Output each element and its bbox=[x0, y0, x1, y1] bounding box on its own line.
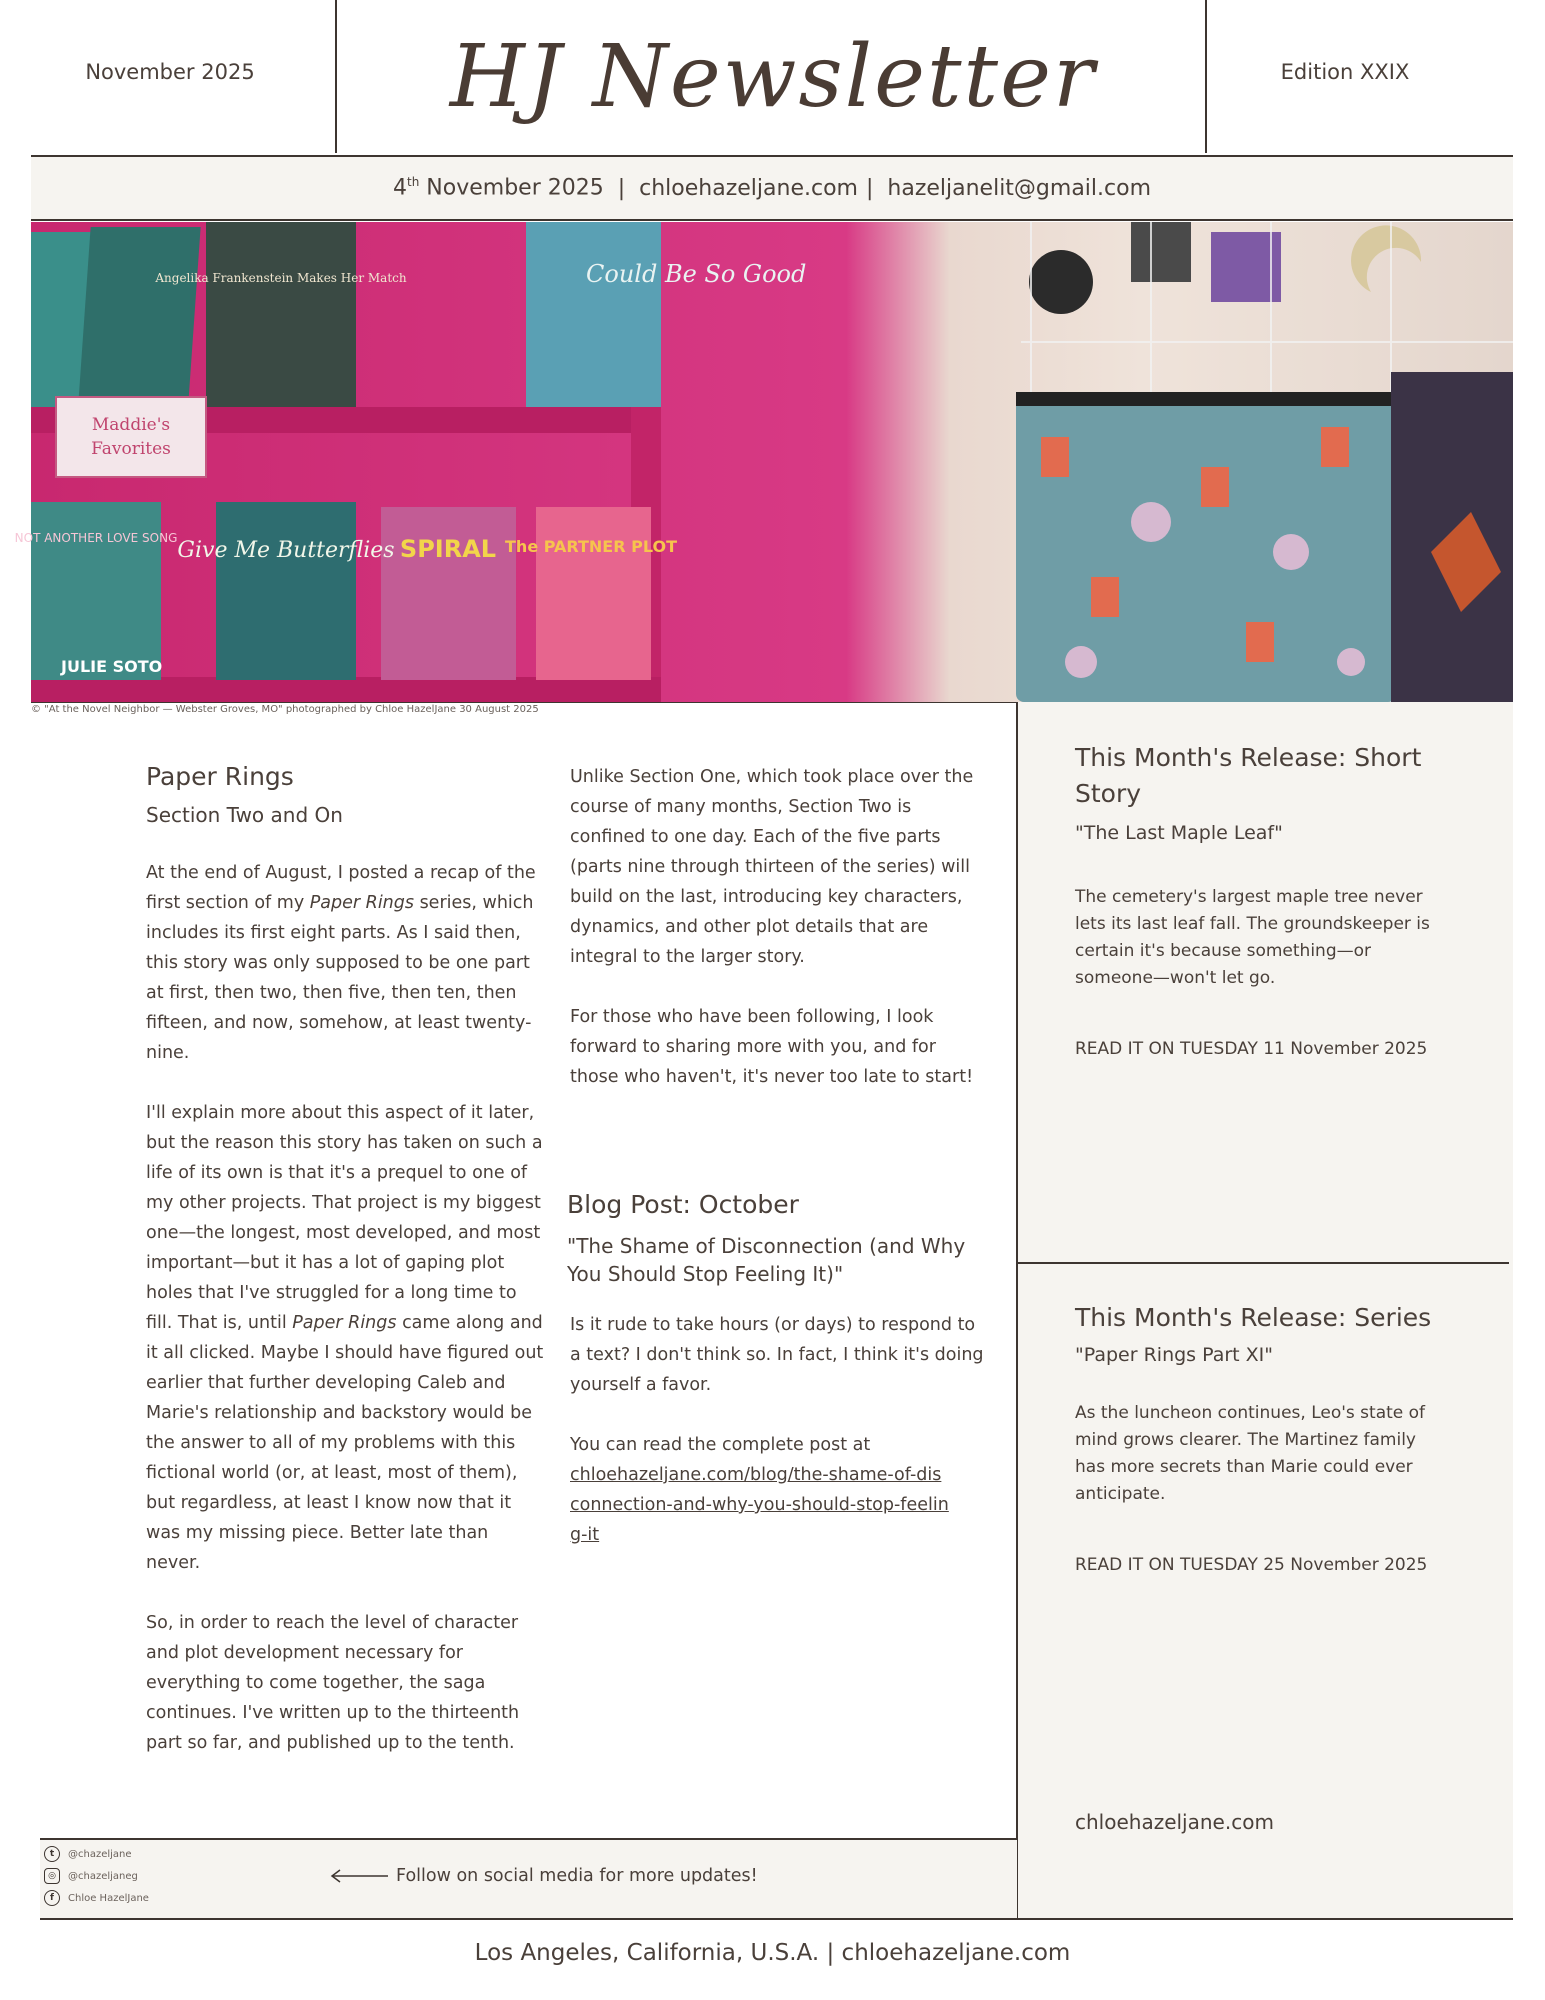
twitter-icon: t bbox=[44, 1846, 60, 1862]
bookstore-photo bbox=[14, 222, 1513, 702]
article-paragraph: So, in order to reach the level of character and plot development necessary for everything to come together, the saga continues. I've written up to the thirteenth part so far, and published up to the tenth. bbox=[146, 1613, 520, 1753]
bookstore-photo-illustration bbox=[14, 222, 1513, 702]
short-story-description: The cemetery's largest maple tree never lets its last leaf fall. The groundskeeper is certain it's because something—or someone—won't let go. bbox=[1075, 887, 1430, 988]
sidebar-vertical-rule bbox=[1016, 702, 1018, 1920]
info-date: 4th November 2025 bbox=[392, 175, 604, 201]
series-name: "Paper Rings Part XI" bbox=[1075, 1344, 1274, 1366]
info-bar bbox=[31, 155, 1513, 221]
shelf-sign-line1: Maddie's bbox=[91, 415, 171, 435]
blog-title: Blog Post: October bbox=[567, 1190, 799, 1219]
book-title-angelika-frankenstein: Angelika Frankenstein Makes Her Match bbox=[155, 271, 407, 285]
sidebar-divider bbox=[1017, 1262, 1509, 1264]
facebook-handle[interactable]: f Chloe HazelJane bbox=[44, 1890, 149, 1906]
newsletter-title: HJ Newsletter bbox=[449, 27, 1097, 127]
instagram-icon: ◎ bbox=[44, 1868, 60, 1884]
masthead-divider-left bbox=[335, 0, 337, 153]
edition-number: Edition XXIX bbox=[1280, 60, 1410, 84]
blog-paragraph: Is it rude to take hours (or days) to respond to a text? I don't think so. In fact, I think it's doing yourself a favor. bbox=[570, 1315, 984, 1395]
article-subtitle: Section Two and On bbox=[146, 803, 343, 827]
blog-paragraph: You can read the complete post at bbox=[570, 1435, 871, 1455]
info-website-link[interactable]: chloehazeljane.com bbox=[639, 175, 858, 201]
footer-location: Los Angeles, California, U.S.A. | chloehazeljane.com bbox=[474, 1940, 1071, 1966]
book-title-give-me-butterflies: Give Me Butterflies bbox=[177, 538, 395, 563]
series-title: This Month's Release: Series bbox=[1075, 1303, 1432, 1332]
info-separator: | bbox=[865, 175, 874, 201]
short-story-release bbox=[1075, 740, 1435, 1063]
release-sidebar bbox=[1017, 702, 1513, 1920]
photo-caption: © "At the Novel Neighbor — Webster Groves, MO" photographed by Chloe HazelJane 30 August 2025 bbox=[31, 704, 539, 715]
info-separator: | bbox=[617, 175, 626, 201]
issue-date: November 2025 bbox=[85, 60, 255, 84]
sidebar-website-link[interactable]: chloehazeljane.com bbox=[1075, 1810, 1274, 1834]
arrow-left-icon bbox=[330, 1869, 390, 1883]
book-title-could-be-so-good: Could Be So Good bbox=[586, 260, 807, 288]
instagram-handle[interactable]: ◎ @chazeljaneg bbox=[44, 1868, 138, 1884]
follow-prompt: Follow on social media for more updates! bbox=[330, 1866, 758, 1886]
article-paragraph: At the end of August, I posted a recap of the first section of my Paper Rings series, which includes its first eight parts. As I said then, this story was only supposed to be one part at first, then two, then five, then ten, then fifteen, and now, somehow, at least twenty-nine. bbox=[146, 863, 536, 1063]
article-paragraph: I'll explain more about this aspect of it later, but the reason this story has taken on such a life of its own is that it's a prequel to one of my other projects. That project is my biggest one—the longest, most developed, and most important—but it has a lot of gaping plot holes that I've struggled for a long time to fill. That is, until Paper Rings came along and it all clicked. Maybe I should have figured out earlier that further developing Caleb and Marie's relationship and backstory would be the answer to all of my problems with this fictional world (or, at least, most of them), but regardless, at least I know now that it was my missing piece. Better late than never. bbox=[146, 1103, 544, 1573]
series-release bbox=[1075, 1300, 1435, 1579]
photo-bottom-rule bbox=[31, 702, 1017, 703]
facebook-icon: f bbox=[44, 1890, 60, 1906]
blog-subtitle: "The Shame of Disconnection (and Why You Should Stop Feeling It)" bbox=[567, 1234, 966, 1286]
book-title-spiral: SPIRAL bbox=[399, 535, 497, 563]
twitter-handle[interactable]: t @chazeljane bbox=[44, 1846, 132, 1862]
article-title: Paper Rings bbox=[146, 762, 294, 791]
book-author-julie-soto: JULIE SOTO bbox=[61, 657, 163, 676]
article-paragraph: Unlike Section One, which took place over the course of many months, Section Two is confined to one day. Each of the five parts (parts nine through thirteen of the series) will build on the last, introducing key characters, dynamics, and other plot details that are integral to the larger story. bbox=[570, 767, 974, 967]
short-story-date: READ IT ON TUESDAY 11 November 2025 bbox=[1075, 1039, 1428, 1059]
paper-rings-article bbox=[146, 760, 546, 1788]
masthead-divider-right bbox=[1205, 0, 1207, 153]
series-description: As the luncheon continues, Leo's state of mind grows clearer. The Martinez family has more secrets than Marie could ever anticipate. bbox=[1075, 1403, 1426, 1504]
short-story-name: "The Last Maple Leaf" bbox=[1075, 822, 1283, 844]
paper-rings-continued bbox=[570, 762, 978, 1122]
blog-post-section bbox=[567, 1188, 987, 1550]
footer-top-rule bbox=[40, 1918, 1513, 1920]
series-date: READ IT ON TUESDAY 25 November 2025 bbox=[1075, 1555, 1428, 1575]
article-paragraph: For those who have been following, I look forward to sharing more with you, and for those who haven't, it's never too late to start! bbox=[570, 1007, 974, 1087]
shelf-sign-line2: Favorites bbox=[91, 439, 171, 459]
book-title-partner-plot: The PARTNER PLOT bbox=[505, 537, 677, 556]
book-title-not-another-love-song: NOT ANOTHER LOVE SONG bbox=[14, 531, 178, 545]
short-story-title: This Month's Release: Short Story bbox=[1075, 743, 1422, 808]
info-email-link[interactable]: hazeljanelit@gmail.com bbox=[887, 175, 1152, 201]
blog-post-link[interactable]: chloehazeljane.com/blog/the-shame-of-disconnection-and-why-you-should-stop-feeling-it bbox=[570, 1465, 949, 1545]
